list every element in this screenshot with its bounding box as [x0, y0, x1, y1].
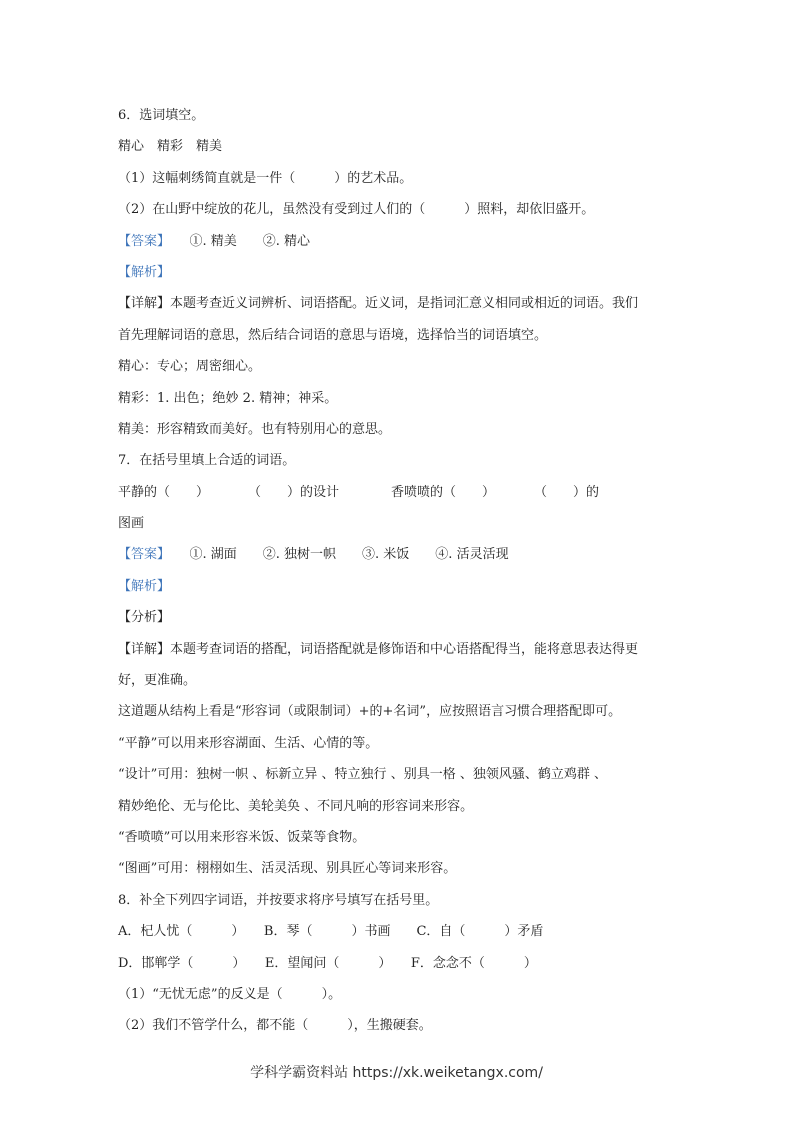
- q7-answer: [118, 539, 698, 570]
- q6-definition-2: 精彩：1. 出色；绝妙 2. 精神；神采。: [118, 390, 338, 406]
- q6-sentence-2: （2）在山野中绽放的花儿，虽然没有受到过人们的（ ）照料，却依旧盛开。: [118, 202, 595, 218]
- q7-paragraph-2: “平静”可以用来形容湖面、生活、心情的等。: [118, 735, 379, 751]
- q6-title: 6．选词填空。: [118, 108, 205, 123]
- q7-fenxi: 【分析】: [118, 610, 171, 626]
- q7-answer-text: ①. 湖面 ②. 独树一帜 ③. 米饭 ④. 活灵活现: [163, 547, 509, 563]
- footer-watermark: 学科学霸资料站 https://xk.weiketangx.com/: [250, 1065, 543, 1081]
- q6-definition-3: 精美：形容精致而美好。也有特别用心的意思。: [118, 421, 392, 437]
- q7-detail-line-2: 好，更准确。: [118, 673, 197, 689]
- q8-sentence-1: （1）“无忧无虑”的反义是（ ）。: [118, 986, 342, 1002]
- q6-answer: [118, 226, 698, 257]
- q6-sentence-1: （1）这幅刺绣简直就是一件（ ）的艺术品。: [118, 170, 413, 186]
- q8-title: 8．补全下列四字词语，并按要求将序号填写在括号里。: [118, 892, 439, 908]
- q7-paragraph-4: 精妙绝伦、无与伦比、美轮美奂 、不同凡响的形容词来形容。: [118, 798, 474, 814]
- q6-options: 精心 精彩 精美: [118, 139, 223, 155]
- q7-paragraph-5: “香喷喷”可以用来形容米饭、饭菜等食物。: [118, 829, 366, 845]
- q6-definition-1: 精心：专心；周密细心。: [118, 359, 262, 375]
- q7-detail-line-1: 【详解】本题考查词语的搭配，词语搭配就是修饰语和中心语搭配得当，能将意思表达得更: [118, 641, 639, 657]
- q8-options-row-1: A．杞人忧（ ） B．琴（ ）书画 C．自（ ）矛盾: [118, 924, 544, 940]
- q7-paragraph-1: 这道题从结构上看是“形容词（或限制词）+的+名词”，应按照语言习惯合理搭配即可。: [118, 704, 622, 720]
- q7-blanks-continued: 图画: [118, 516, 145, 532]
- q7-analysis-tag: 【解析】: [118, 578, 171, 594]
- q7-paragraph-3: “设计”可用：独树一帜 、标新立异 、特立独行 、别具一格 、独领风骚、鹤立鸡群 、: [118, 767, 607, 783]
- answer-tag: 【答案】: [118, 547, 164, 563]
- q8-options-row-2: D．邯郸学（ ） E．望闻问（ ） F．念念不（ ）: [118, 955, 537, 971]
- answer-tag: 【答案】: [118, 233, 164, 249]
- q7-paragraph-6: “图画”可用：栩栩如生、活灵活现、别具匠心等词来形容。: [118, 861, 457, 877]
- q7-blanks: 平静的（ ） （ ）的设计 香喷喷的（ ） （ ）的: [118, 484, 600, 500]
- q6-analysis-tag: 【解析】: [118, 264, 171, 280]
- q6-detail-line-1: 【详解】本题考查近义词辨析、词语搭配。近义词，是指词汇意义相同或相近的词语。我们: [118, 296, 639, 312]
- q8-sentence-2: （2）我们不管学什么，都不能（ ），生搬硬套。: [118, 1018, 432, 1034]
- q6-detail-line-2: 首先理解词语的意思，然后结合词语的意思与语境，选择恰当的词语填空。: [118, 327, 548, 343]
- q6-answer-text: ①. 精美 ②. 精心: [163, 233, 311, 249]
- q7-title: 7．在括号里填上合适的词语。: [118, 453, 296, 469]
- document-body: [118, 100, 698, 1042]
